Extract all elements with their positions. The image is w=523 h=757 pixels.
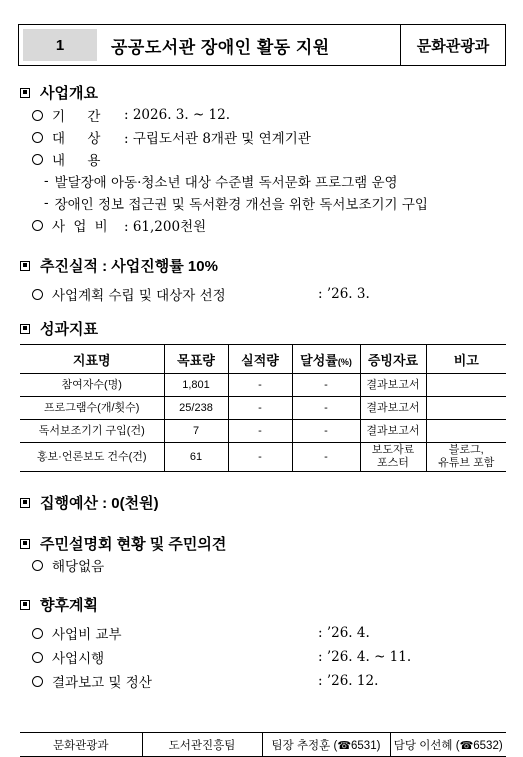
footer-dept: 문화관광과 <box>20 733 142 757</box>
circle-bullet-icon <box>32 652 43 663</box>
plan-item: 사업시행 : ’26. 4. ~ 11. <box>32 648 411 666</box>
column-header: 지표명 <box>20 345 164 374</box>
circle-bullet-icon <box>32 154 43 165</box>
department-label: 문화관광과 <box>416 37 490 55</box>
target-line <box>32 128 311 146</box>
table-row: 홍보·언론보도 건수(건) 61 - - 보도자료 포스터 블로그, 유튜브 포함 <box>20 443 506 472</box>
period-value: : 2026. 3. ~ 12. <box>124 107 231 123</box>
circle-bullet-icon <box>32 110 43 121</box>
column-header: 증빙자료 <box>360 345 426 374</box>
plan-item: 사업비 교부 : ’26. 4. <box>32 624 370 642</box>
target-value: : 구립도서관 8개관 및 연계기관 <box>124 131 311 147</box>
progress-item-label: 사업계획 수립 및 대상자 선정 <box>52 288 226 304</box>
square-bullet-icon <box>20 261 30 271</box>
square-bullet-icon <box>20 498 30 508</box>
section-heading: 집행예산 : 0(천원) <box>40 495 159 512</box>
column-header: 목표량 <box>164 345 228 374</box>
square-bullet-icon <box>20 324 30 334</box>
progress-item-date: : ’26. 3. <box>318 286 370 302</box>
section-heading: 사업개요 <box>40 85 98 102</box>
plan-item: 결과보고 및 정산 : ’26. 12. <box>32 672 378 690</box>
progress-item <box>32 285 370 303</box>
square-bullet-icon <box>20 600 30 610</box>
circle-bullet-icon <box>32 560 43 571</box>
item-number: 1 <box>23 29 97 61</box>
footer-manager: 팀장 추정훈 (☎6531) <box>262 733 390 757</box>
period-label: 기 간 <box>52 109 110 125</box>
content-item: - 장애인 정보 접근권 및 독서환경 개선을 위한 독서보조기기 구입 <box>44 195 428 213</box>
content-item: - 발달장애 아동·청소년 대상 수준별 독서문화 프로그램 운영 <box>44 173 398 191</box>
section-heading: 성과지표 <box>40 321 98 338</box>
page-title: 공공도서관 장애인 활동 지원 <box>97 25 401 65</box>
circle-bullet-icon <box>32 628 43 639</box>
square-bullet-icon <box>20 539 30 549</box>
circle-bullet-icon <box>32 132 43 143</box>
kpi-table <box>20 344 506 472</box>
footer-team: 도서관진흥팀 <box>142 733 262 757</box>
circle-bullet-icon <box>32 289 43 300</box>
circle-bullet-icon <box>32 676 43 687</box>
target-label: 대 상 <box>52 131 110 147</box>
section-kpi <box>20 318 98 339</box>
column-header: 비고 <box>426 345 506 374</box>
residents-item: 해당없음 <box>32 556 104 574</box>
section-budget-exec <box>20 492 159 513</box>
budget-line <box>32 216 206 234</box>
title-box <box>18 24 506 66</box>
budget-value: : 61,200천원 <box>124 219 207 235</box>
circle-bullet-icon <box>32 220 43 231</box>
table-row: 프로그램수(개/횟수) 25/238 - - 결과보고서 <box>20 397 506 420</box>
content-line <box>32 150 109 168</box>
phone-icon: ☎ <box>337 739 352 752</box>
footer-staff: 담당 이선혜 (☎6532) <box>390 733 506 757</box>
section-heading: 주민설명회 현황 및 주민의견 <box>40 536 227 553</box>
table-row: 참여자수(명) 1,801 - - 결과보고서 <box>20 374 506 397</box>
table-header-row <box>20 345 506 374</box>
square-bullet-icon <box>20 88 30 98</box>
section-plan <box>20 594 98 615</box>
content-label: 내 용 <box>52 153 110 169</box>
section-residents <box>20 533 226 554</box>
section-overview <box>20 82 98 103</box>
period-line <box>32 106 230 124</box>
column-header: 달성률(%) <box>292 345 360 374</box>
column-header: 실적량 <box>228 345 292 374</box>
table-row <box>20 733 506 757</box>
section-progress <box>20 255 218 276</box>
phone-icon: ☎ <box>459 739 474 752</box>
section-heading: 향후계획 <box>40 597 98 614</box>
budget-label: 사 업 비 <box>52 219 110 235</box>
table-row: 독서보조기기 구입(건) 7 - - 결과보고서 <box>20 420 506 443</box>
section-heading: 추진실적 : 사업진행률 10% <box>40 258 218 275</box>
contact-footer <box>20 732 506 757</box>
